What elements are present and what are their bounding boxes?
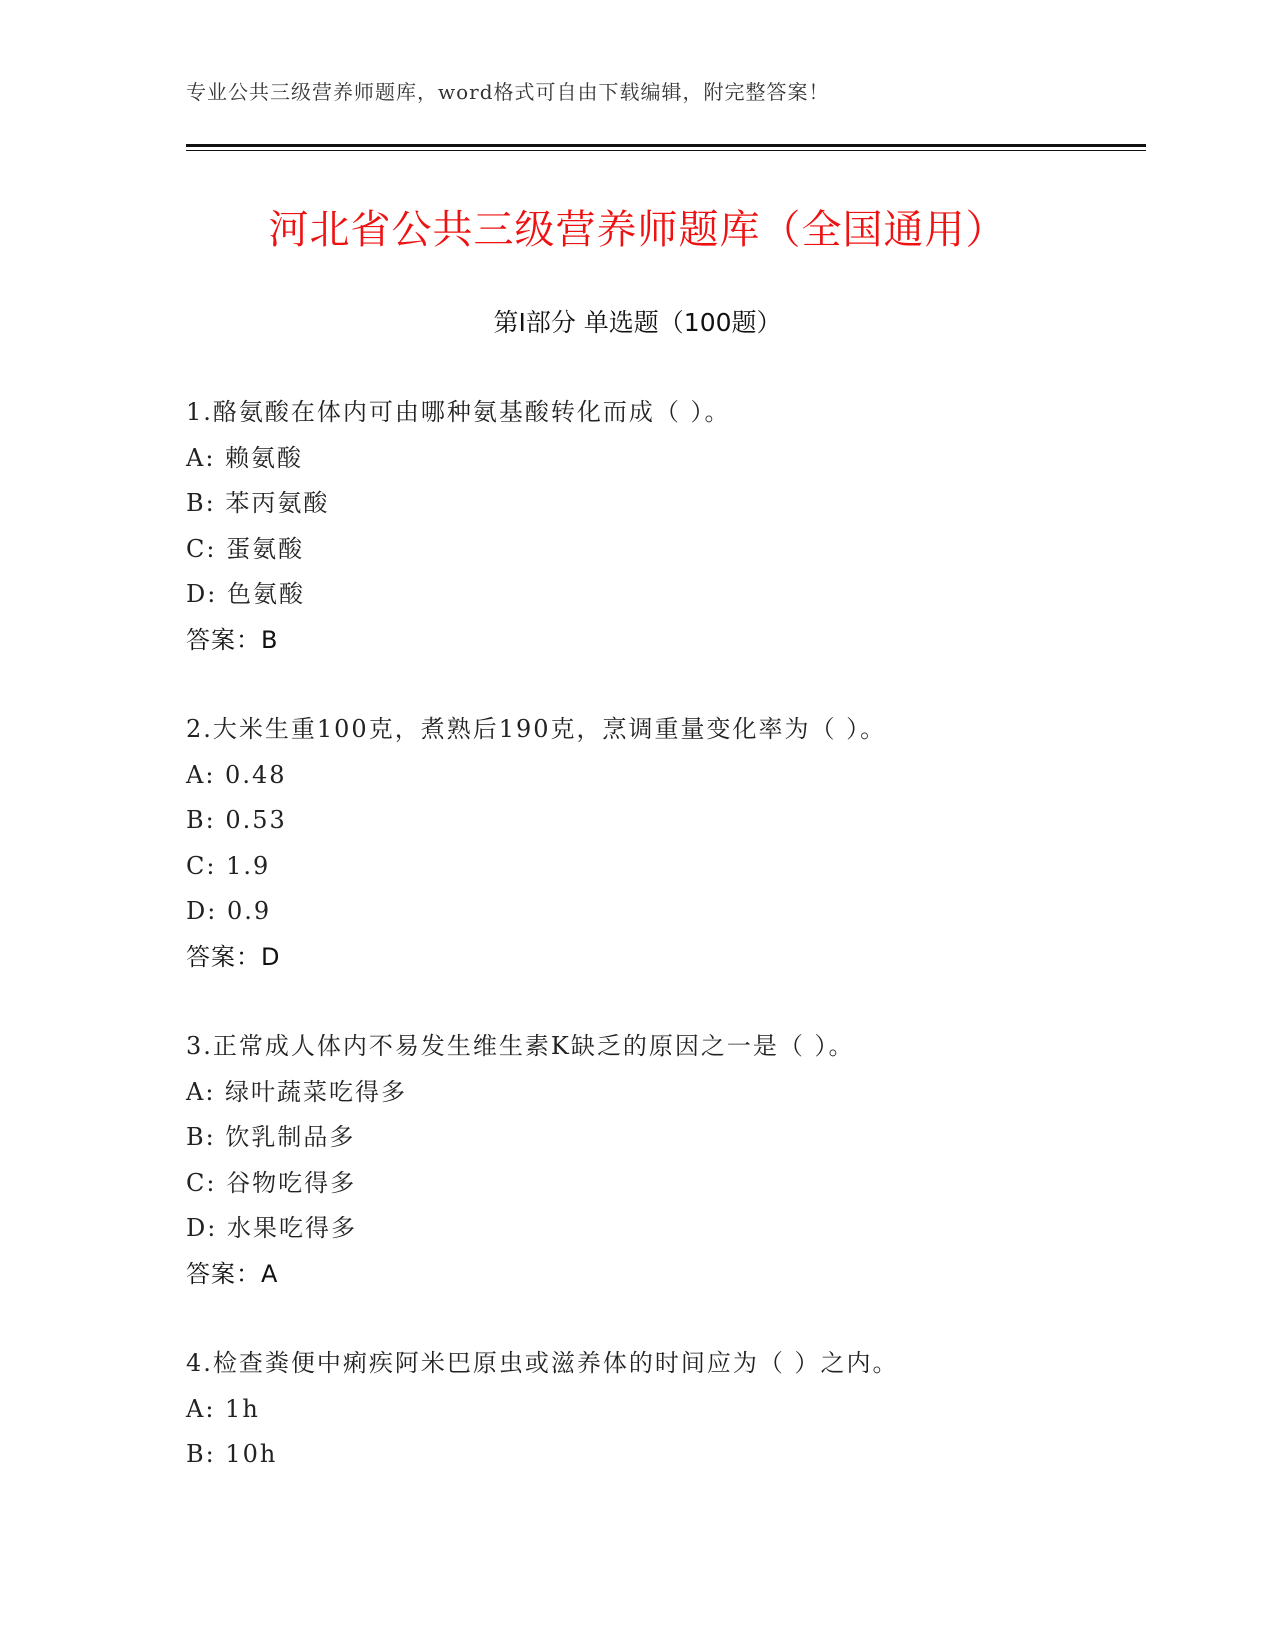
option-a: A: 0.48 (186, 760, 287, 789)
option-d: D: 水果吃得多 (186, 1214, 357, 1242)
question-3 (186, 1024, 1146, 1297)
option-b: B: 10h (186, 1440, 278, 1468)
answer: 答案：D (186, 942, 281, 971)
question-stem: 4.检查粪便中痢疾阿米巴原虫或滋养体的时间应为（ ）之内。 (186, 1349, 899, 1377)
question-stem: 1.酪氨酸在体内可由哪种氨基酸转化而成（ ）。 (186, 398, 731, 426)
option-c: C: 1.9 (186, 851, 271, 880)
question-2 (186, 707, 1146, 980)
section-title: 第Ⅰ部分 单选题（100题） (493, 308, 782, 337)
question-1 (186, 390, 1146, 663)
header-note: 专业公共三级营养师题库，word格式可自由下载编辑，附完整答案！ (186, 80, 830, 104)
document-title: 河北省公共三级营养师题库（全国通用） (268, 207, 1007, 253)
question-list (186, 390, 1146, 1522)
option-b: B: 饮乳制品多 (186, 1123, 356, 1151)
option-b: B: 0.53 (186, 806, 287, 834)
option-d: D: 0.9 (186, 897, 272, 925)
question-stem: 2.大米生重100克，煮熟后190克，烹调重量变化率为（ ）。 (186, 715, 887, 743)
header-rule-thin (186, 150, 1146, 151)
option-a: A: 绿叶蔬菜吃得多 (186, 1077, 408, 1106)
question-stem: 3.正常成人体内不易发生维生素K缺乏的原因之一是（ ）。 (186, 1032, 855, 1060)
header-rule-thick (186, 144, 1146, 147)
option-c: C: 谷物吃得多 (186, 1168, 357, 1197)
answer: 答案：A (186, 1259, 279, 1288)
option-b: B: 苯丙氨酸 (186, 489, 330, 517)
question-4 (186, 1341, 1146, 1478)
answer: 答案：B (186, 625, 279, 654)
option-d: D: 色氨酸 (186, 580, 305, 608)
option-a: A: 1h (186, 1394, 260, 1423)
option-c: C: 蛋氨酸 (186, 534, 305, 563)
option-a: A: 赖氨酸 (186, 443, 304, 472)
